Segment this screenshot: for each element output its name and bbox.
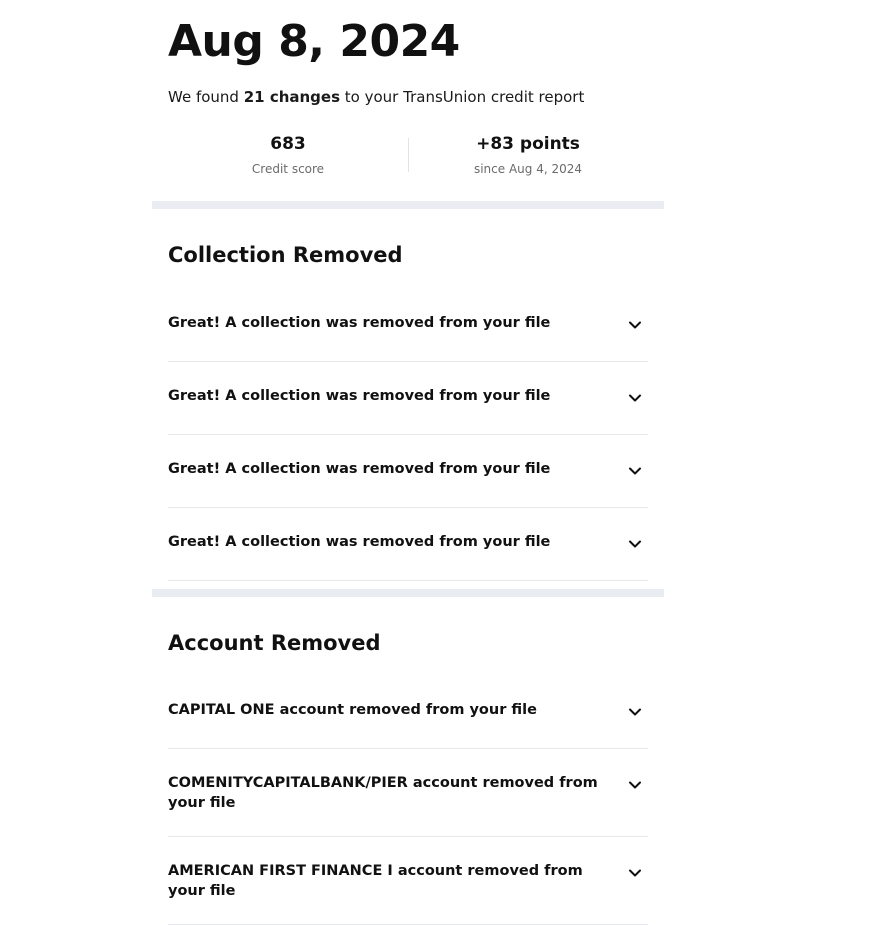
section-separator xyxy=(152,201,664,209)
account-removed-heading: Account Removed xyxy=(168,631,381,655)
changes-count: 21 changes xyxy=(243,88,341,106)
page-title: Aug 8, 2024 xyxy=(168,16,460,67)
account-item-text: AMERICAN FIRST FINANCE I account removed from your file xyxy=(168,863,583,899)
collection-item-text: Great! A collection was removed from your file xyxy=(168,388,551,404)
credit-score-stat xyxy=(168,132,408,177)
collection-item[interactable] xyxy=(168,435,648,508)
account-item[interactable] xyxy=(168,676,648,749)
collection-item[interactable] xyxy=(168,508,648,581)
collection-item[interactable] xyxy=(168,289,648,362)
collection-item[interactable] xyxy=(168,362,648,435)
score-change-value: +83 points xyxy=(476,134,580,154)
changes-summary xyxy=(168,87,584,107)
account-item[interactable] xyxy=(168,749,648,837)
chevron-down-icon[interactable] xyxy=(628,866,642,880)
chevron-down-icon[interactable] xyxy=(628,391,642,405)
credit-report-changes-page xyxy=(152,0,664,899)
credit-score-value: 683 xyxy=(270,134,306,154)
chevron-down-icon[interactable] xyxy=(628,318,642,332)
score-change-label: since Aug 4, 2024 xyxy=(473,162,583,176)
score-stats xyxy=(168,132,648,182)
collection-item-text: Great! A collection was removed from your file xyxy=(168,461,551,477)
summary-suffix: to your TransUnion credit report xyxy=(340,88,585,106)
chevron-down-icon[interactable] xyxy=(628,778,642,792)
collection-removed-heading: Collection Removed xyxy=(168,243,403,267)
account-item[interactable] xyxy=(168,837,648,925)
score-change-stat xyxy=(408,132,648,177)
chevron-down-icon[interactable] xyxy=(628,537,642,551)
chevron-down-icon[interactable] xyxy=(628,464,642,478)
account-item-text: COMENITYCAPITALBANK/PIER account removed from your file xyxy=(168,775,598,811)
summary-prefix: We found xyxy=(168,88,244,106)
section-separator xyxy=(152,589,664,597)
collection-item-text: Great! A collection was removed from your file xyxy=(168,315,551,331)
account-item-text: CAPITAL ONE account removed from your file xyxy=(168,702,537,718)
chevron-down-icon[interactable] xyxy=(628,705,642,719)
credit-score-label: Credit score xyxy=(251,162,325,176)
collection-item-text: Great! A collection was removed from your file xyxy=(168,534,551,550)
